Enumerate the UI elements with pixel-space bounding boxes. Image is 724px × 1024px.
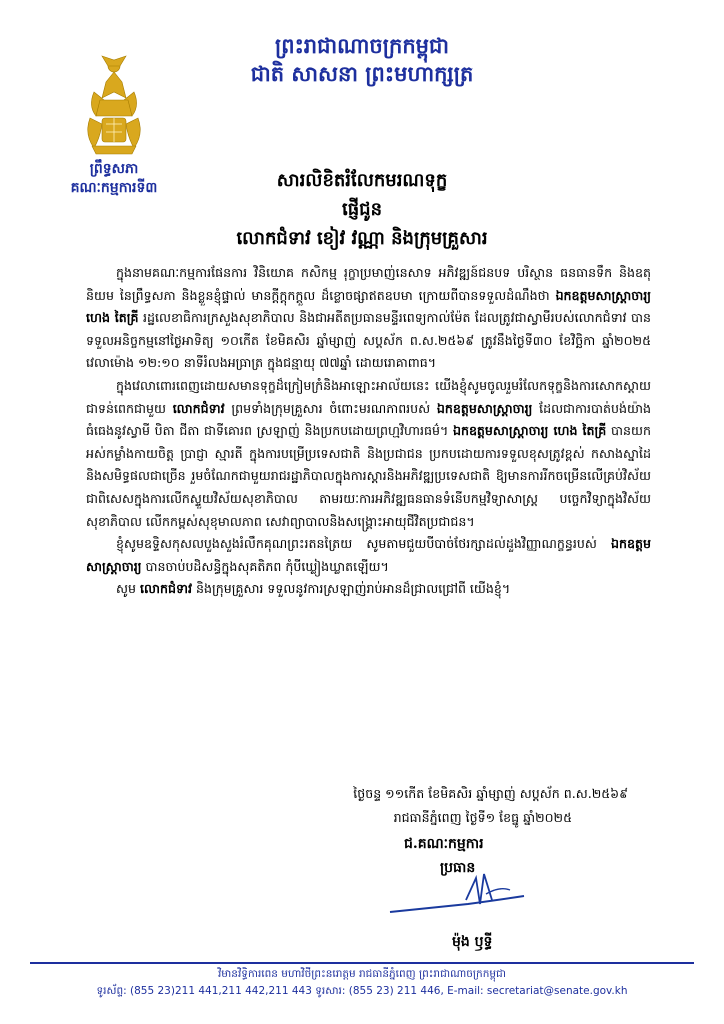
honoree-title: ឯកឧត្តមសាស្ត្រាចារ្យ xyxy=(436,400,533,416)
paragraph-4 xyxy=(86,578,651,601)
paragraph-3 xyxy=(86,533,651,578)
text-run: បានយកអស់កម្លាំងកាយចិត្ត ប្រាជ្ញា ស្មារតី ក្នុងការបម្រើប្រទេសជាតិ និងប្រជាជន ប្រកបដោយការទទួលខុសត្រូវខ្ពស់ កសាងស្នាដៃ និងសមិទ្ធផលជាច្រើន រួមចំណែកជាមួយរាជរដ្ឋាភិបាលក្នុងការស្តារនិងអភិវឌ្ឍប្រទេសជាតិ ឱ្យមានការរីកចម្រើនលើគ្រប់វិស័យ ជាពិសេសក្នុងការលើកស្ទួយវិស័យសុខាភិបាល តាមរយៈការអភិវឌ្ឍធនធានទំនើបកម្មវិទ្យាសាស្ត្រ បច្ចេកវិទ្យាក្នុងវិស័យសុខាភិបាល លើកកម្ពស់សុខុមាលភាព សេវាព្យាបាលនិងសង្គ្រោះអាយុជីវិតប្រជាជន។ xyxy=(86,423,651,529)
lunar-date: ថ្ងៃចន្ទ ១១កើត ខែមិគសិរ ឆ្នាំម្សាញ់ សប្តស័ក ព.ស.២៥៦៩ xyxy=(353,786,628,801)
title-condolence: សារលិខិតរំលែកមរណទុក្ខ xyxy=(276,170,448,191)
recipient-title: លោកជំទាវ xyxy=(172,400,225,416)
handwritten-signature xyxy=(388,860,528,920)
text-run: ព្រមទាំងក្រុមគ្រួសារ ចំពោះមរណភាពរបស់ xyxy=(224,400,437,416)
title-recipient: លោកជំទាវ ខៀវ វណ្ណា និងក្រុមគ្រួសារ xyxy=(236,228,488,249)
senate-emblem-icon xyxy=(72,52,156,156)
text-run: ខ្ញុំសូមឧទ្ទិសកុសលបួងសួងរំលឹកគុណព្រះរតនត្រៃយ សូមតាមជួយបីបាច់ថែរក្សាដល់ដួងវិញ្ញាណក្ខន្ធរបស់ xyxy=(116,536,612,552)
honoree-name: ឯកឧត្តមសាស្ត្រាចារ្យ ហេង តៃគ្រី xyxy=(86,287,651,326)
on-behalf-label: ជ.គណៈកម្មការ xyxy=(404,836,484,852)
text-run: ក្នុងនាមគណៈកម្មការផែនការ វិនិយោគ កសិកម្ម រុក្ខាប្រមាញ់នេសាទ អភិវឌ្ឍន៍ជនបទ បរិស្ថាន ធនធានទឹក និងឧតុនិយម នៃព្រឹទ្ធសភា និងខ្លួនខ្ញុំផ្ទាល់ មានក្តីក្តុកក្តួល ដ៏ខ្លោចផ្សាឥតឧបមា ក្រោយពីបានទទួលដំណឹងថា xyxy=(86,265,651,303)
letter-title xyxy=(0,166,724,253)
text-run: រដ្ឋលេខាធិការក្រសួងសុខាភិបាល និងជាអតីតប្រធានមន្ទីរពេទ្យកាល់ម៉ែត ដែលត្រូវជាស្វាមីរបស់លោកជំទាវ បានទទួលអនិច្ចកម្មនៅថ្ងៃអាទិត្យ ១០កើត ខែមិគសិរ ឆ្នាំម្សាញ់ សប្តស័ក ព.ស.២៥៦៩ ត្រូវនឹងថ្ងៃទី៣០ ខែវិច្ឆិកា ឆ្នាំ២០២៥ វេលាម៉ោង ១២:១០ នាទីរំលងអធ្រាត្រ ក្នុងជន្មាយុ ៧៧ឆ្នាំ ដោយរោគាពាធ។ xyxy=(86,310,651,371)
kingdom-name: ព្រះរាជាណាចក្រកម្ពុជា xyxy=(274,33,449,58)
text-run: ដែលជាការបាត់បង់យ៉ាងធំធេងនូវស្វាមី បិតា ជីតា ជាទីគោរព ស្រឡាញ់ និងប្រកបដោយព្រហ្មវិហារធម៌។ xyxy=(86,400,651,439)
honoree-title: ឯកឧត្តមសាស្ត្រាចារ្យ xyxy=(86,536,651,574)
footer-address: វិមានវិទ្ធិការពេន មហាវិថីព្រះនរោត្តម រាជធានីភ្នំពេញ ព្រះរាជាណាចក្រកម្ពុជា xyxy=(217,968,507,980)
commission-name: គណៈកម្មការទី៣ xyxy=(70,180,158,196)
signatory-name: ម៉ុង ឫទ្ធី xyxy=(452,934,493,950)
paragraph-2 xyxy=(86,375,651,533)
footer-contact: ទូរស័ព្ទ: (855 23)211 441,211 442,211 443 ទូរសារ: (855 23) 211 446, E-mail: secretariat@senate.gov.kh xyxy=(96,985,628,997)
solar-date: រាជធានីភ្នំពេញ ថ្ងៃទី១ ខែធ្នូ ឆ្នាំ២០២៥ xyxy=(393,810,572,825)
text-run: និងក្រុមគ្រួសារ ទទួលនូវការស្រឡាញ់រាប់អានដ៏ជ្រាលជ្រៅពី យើងខ្ញុំ។ xyxy=(191,581,511,597)
honoree-name: ឯកឧត្តមសាស្ត្រាចារ្យ ហេង តៃគ្រី xyxy=(452,423,607,439)
title-sent-to: ផ្ញើជូន xyxy=(342,199,382,220)
recipient-title: លោកជំទាវ xyxy=(140,581,192,597)
institution-name: ព្រឹទ្ធសភា xyxy=(89,161,139,177)
letter-body xyxy=(86,262,651,601)
letter-footer xyxy=(0,966,724,1000)
footer-divider xyxy=(30,962,694,964)
paragraph-1 xyxy=(86,262,651,375)
text-run: ក្នុងវេលាពោរពេញដោយសមានទុក្ខដ៏ក្រៀមក្រំនិងអាឡោះអាល័យនេះ យើងខ្ញុំសូមចូលរួមរំលែកទុក្ខនិងការសោកស្តាយជាទន់ពេកជាមួយ xyxy=(86,377,651,416)
text-run: សូម xyxy=(116,581,140,597)
national-motto: ជាតិ សាសនា ព្រះមហាក្សត្រ xyxy=(250,61,474,86)
text-run: បានចាប់បដិសន្ធិក្នុងសុគតិភព កុំបីឃ្លៀងឃ្លាតឡើយ។ xyxy=(141,558,389,574)
signatory-role: ប្រធាន xyxy=(440,860,476,876)
